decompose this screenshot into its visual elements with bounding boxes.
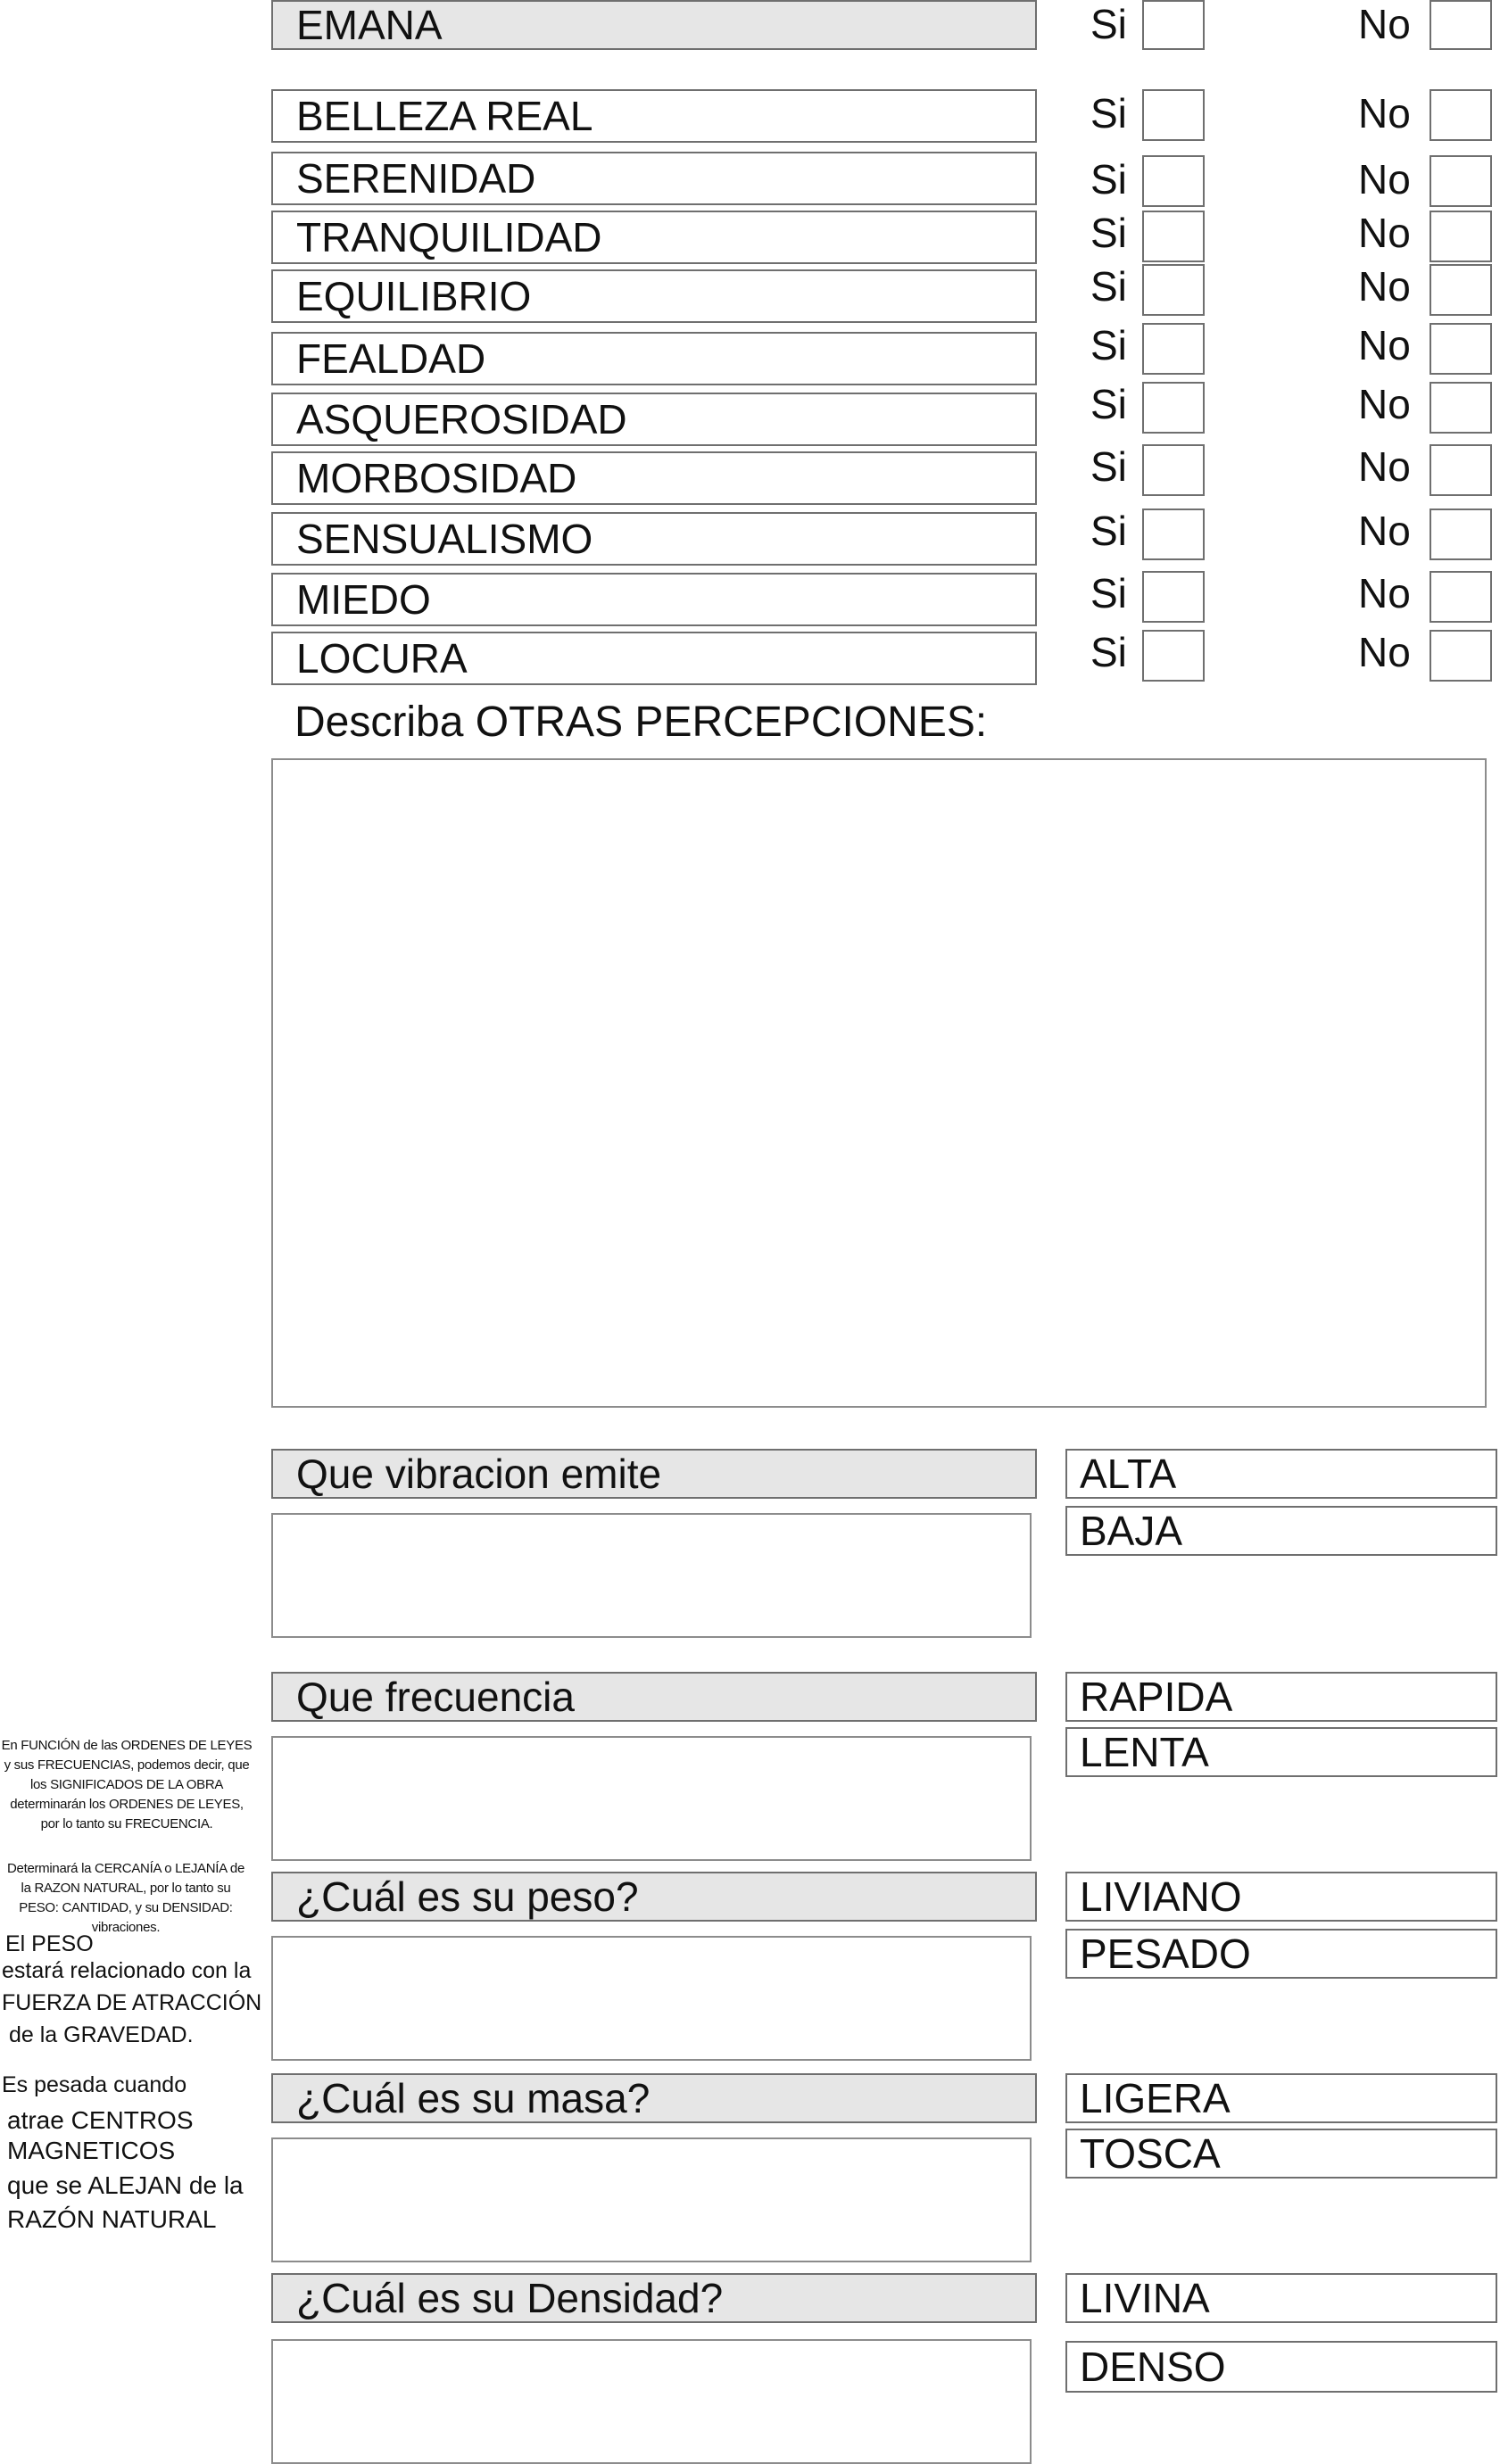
no-checkbox[interactable]	[1430, 264, 1492, 316]
si-label: Si	[1090, 508, 1127, 554]
si-label: Si	[1090, 156, 1127, 203]
answer-densidad-input[interactable]	[271, 2339, 1032, 2464]
side-note-pesada	[2, 2071, 266, 2234]
option-tosca[interactable]	[1065, 2129, 1497, 2179]
question-masa	[271, 2073, 1037, 2123]
no-label: No	[1358, 443, 1411, 490]
perception-label: ASQUEROSIDAD	[296, 396, 627, 442]
si-checkbox[interactable]	[1142, 630, 1205, 682]
side-note-line: Es pesada cuando	[2, 2072, 187, 2097]
no-checkbox[interactable]	[1430, 444, 1492, 496]
option-liviano[interactable]	[1065, 1872, 1497, 1922]
no-label: No	[1358, 156, 1411, 203]
option-alta[interactable]	[1065, 1449, 1497, 1499]
si-checkbox[interactable]	[1142, 264, 1205, 316]
si-checkbox[interactable]	[1142, 211, 1205, 262]
perception-label: SENSUALISMO	[296, 516, 593, 562]
no-checkbox[interactable]	[1430, 630, 1492, 682]
si-label: Si	[1090, 381, 1127, 427]
si-label: Si	[1090, 570, 1127, 616]
perception-field	[271, 152, 1037, 205]
answer-peso-input[interactable]	[271, 1936, 1032, 2061]
si-label: Si	[1090, 263, 1127, 310]
option-label: RAPIDA	[1080, 1674, 1233, 1720]
option-label: LENTA	[1080, 1729, 1209, 1775]
side-note-cercania: Determinará la CERCANÍA o LEJANÍA de la RAZON NATURAL, por lo tanto su PESO: CANTIDAD, y su DENSIDAD: vibraciones.	[7, 1861, 244, 1935]
side-note-line: El PESO	[5, 1931, 94, 1956]
option-label: PESADO	[1080, 1931, 1251, 1977]
si-label: Si	[1090, 90, 1127, 136]
perception-field	[271, 632, 1037, 685]
no-label: No	[1358, 210, 1411, 256]
perception-field	[271, 89, 1037, 143]
emana-no-label: No	[1358, 1, 1411, 47]
option-denso[interactable]	[1065, 2341, 1497, 2393]
perception-label: BELLEZA REAL	[296, 93, 593, 139]
answer-frecuencia-input[interactable]	[271, 1736, 1032, 1861]
side-note-line: atrae CENTROS	[7, 2106, 194, 2134]
perception-field	[271, 211, 1037, 264]
option-label: BAJA	[1080, 1508, 1183, 1554]
no-checkbox[interactable]	[1430, 323, 1492, 375]
si-checkbox[interactable]	[1142, 509, 1205, 560]
question-peso	[271, 1872, 1037, 1922]
answer-masa-input[interactable]	[271, 2137, 1032, 2262]
no-checkbox[interactable]	[1430, 211, 1492, 262]
question-label: Que frecuencia	[296, 1674, 575, 1720]
option-baja[interactable]	[1065, 1506, 1497, 1556]
side-note-line: MAGNETICOS	[7, 2136, 176, 2164]
perception-label: TRANQUILIDAD	[296, 214, 602, 260]
side-note-line: estará relacionado con la	[2, 1958, 252, 1983]
si-label: Si	[1090, 629, 1127, 675]
si-label: Si	[1090, 443, 1127, 490]
question-vibracion	[271, 1449, 1037, 1499]
option-lenta[interactable]	[1065, 1727, 1497, 1777]
no-label: No	[1358, 322, 1411, 368]
no-checkbox[interactable]	[1430, 89, 1492, 141]
perception-field	[271, 269, 1037, 323]
option-label: DENSO	[1080, 2344, 1226, 2390]
perception-field	[271, 451, 1037, 505]
no-label: No	[1358, 570, 1411, 616]
perception-label: EQUILIBRIO	[296, 273, 532, 319]
question-label: ¿Cuál es su Densidad?	[296, 2275, 724, 2321]
side-note-peso	[2, 1931, 266, 2048]
perception-label: SERENIDAD	[296, 155, 536, 202]
option-label: LIVINA	[1080, 2275, 1210, 2321]
perception-field	[271, 332, 1037, 385]
si-label: Si	[1090, 210, 1127, 256]
option-label: LIVIANO	[1080, 1873, 1242, 1920]
no-checkbox[interactable]	[1430, 509, 1492, 560]
other-perceptions-textarea[interactable]	[271, 758, 1487, 1408]
no-label: No	[1358, 90, 1411, 136]
option-label: ALTA	[1080, 1451, 1177, 1497]
no-label: No	[1358, 263, 1411, 310]
si-checkbox[interactable]	[1142, 444, 1205, 496]
emana-no-checkbox[interactable]	[1430, 0, 1492, 50]
side-note-line: de la GRAVEDAD.	[9, 2022, 194, 2047]
question-densidad	[271, 2273, 1037, 2323]
si-checkbox[interactable]	[1142, 382, 1205, 434]
emana-field	[271, 0, 1037, 50]
si-label: Si	[1090, 322, 1127, 368]
option-livina[interactable]	[1065, 2273, 1497, 2323]
no-checkbox[interactable]	[1430, 382, 1492, 434]
perception-label: LOCURA	[296, 635, 468, 682]
side-note-line: FUERZA DE ATRACCIÓN	[2, 1990, 262, 2015]
side-note-line: que se ALEJAN de la	[7, 2171, 244, 2200]
perception-label: MORBOSIDAD	[296, 455, 577, 501]
emana-si-checkbox[interactable]	[1142, 0, 1205, 50]
side-note-line: RAZÓN NATURAL	[7, 2204, 217, 2233]
si-checkbox[interactable]	[1142, 155, 1205, 207]
no-label: No	[1358, 508, 1411, 554]
emana-label: EMANA	[296, 2, 443, 48]
perception-field	[271, 512, 1037, 566]
si-checkbox[interactable]	[1142, 571, 1205, 623]
question-label: Que vibracion emite	[296, 1451, 662, 1497]
question-label: ¿Cuál es su masa?	[296, 2075, 651, 2121]
no-checkbox[interactable]	[1430, 571, 1492, 623]
emana-si-label: Si	[1090, 1, 1127, 47]
option-label: TOSCA	[1080, 2130, 1221, 2177]
no-label: No	[1358, 629, 1411, 675]
option-rapida[interactable]	[1065, 1672, 1497, 1722]
perception-label: FEALDAD	[296, 335, 486, 382]
perception-label: MIEDO	[296, 576, 431, 623]
side-note-ordenes: En FUNCIÓN de las ORDENES DE LEYES y sus FRECUENCIAS, podemos decir, que los SIGNIFICADOS DE LA OBRA determinarán los ORDENES DE LEYES, por lo tanto su FRECUENCIA.	[1, 1738, 253, 1831]
perception-field	[271, 573, 1037, 626]
option-label: LIGERA	[1080, 2075, 1231, 2121]
no-checkbox[interactable]	[1430, 155, 1492, 207]
si-checkbox[interactable]	[1142, 89, 1205, 141]
option-ligera[interactable]	[1065, 2073, 1497, 2123]
no-label: No	[1358, 381, 1411, 427]
si-checkbox[interactable]	[1142, 323, 1205, 375]
question-label: ¿Cuál es su peso?	[296, 1873, 639, 1920]
option-pesado[interactable]	[1065, 1929, 1497, 1979]
answer-vibracion-input[interactable]	[271, 1513, 1032, 1638]
question-frecuencia	[271, 1672, 1037, 1722]
other-perceptions-prompt: Describa OTRAS PERCEPCIONES:	[294, 699, 988, 746]
perception-field	[271, 393, 1037, 446]
